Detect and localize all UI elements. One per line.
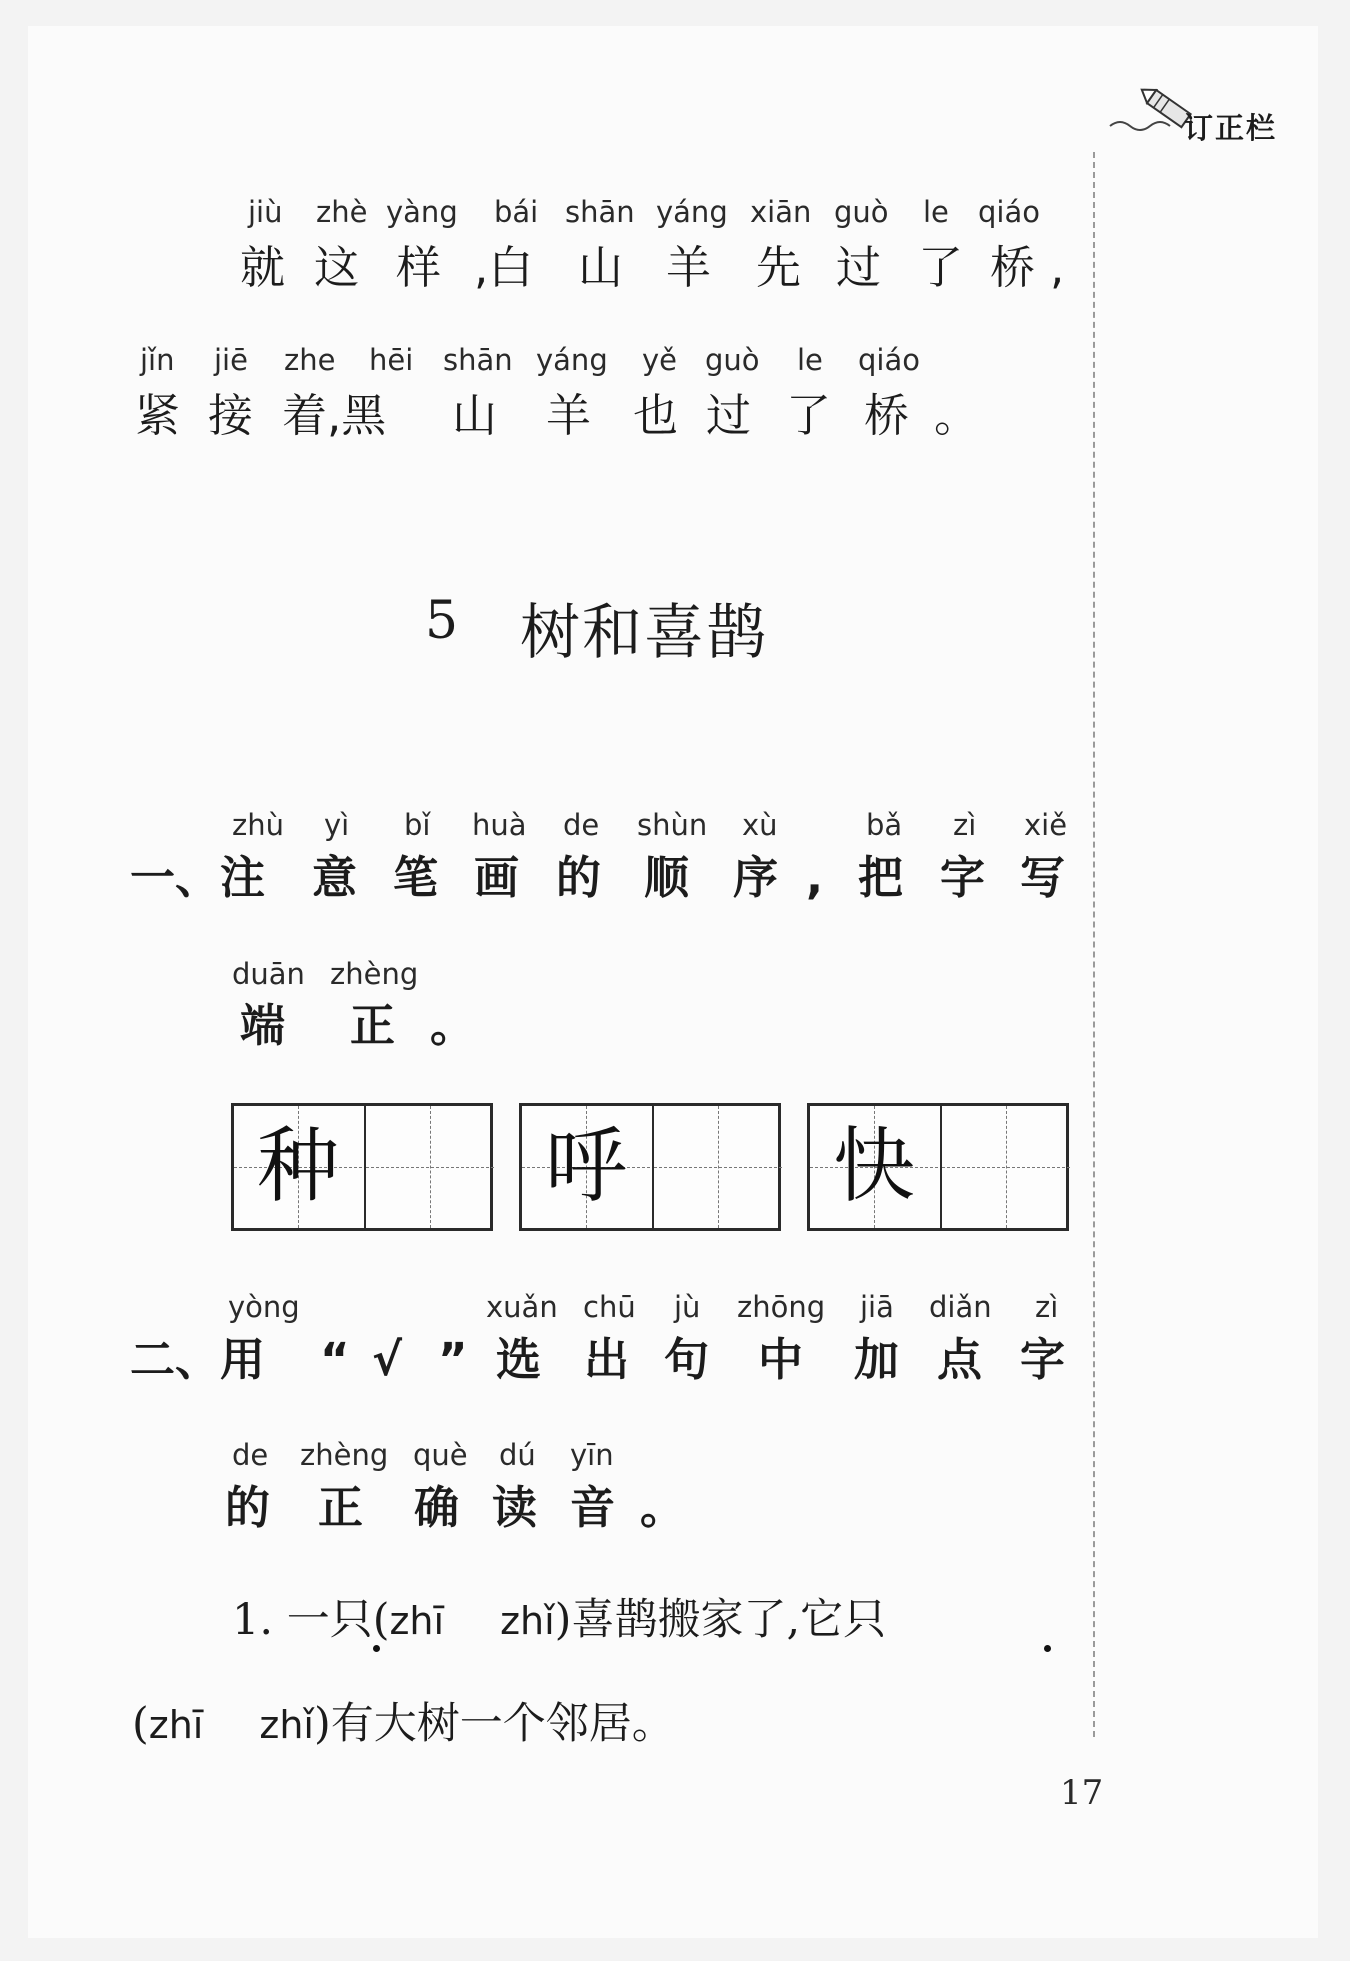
hanzi: 二、用 <box>130 1333 266 1386</box>
pinyin: yáng <box>536 343 608 377</box>
page-number: 17 <box>1060 1773 1104 1813</box>
pinyin: yīn <box>570 1438 614 1472</box>
hanzi: 过 <box>706 389 752 442</box>
hanzi: 就 <box>240 241 286 294</box>
hanzi: 点 <box>937 1333 983 1386</box>
pinyin: yàng <box>386 195 458 229</box>
writing-grid <box>807 1103 1069 1231</box>
hanzi-row <box>0 240 1093 300</box>
option-pinyin[interactable]: zhī <box>389 1599 445 1643</box>
question-text: ( <box>132 1699 149 1749</box>
question-text: )有大树一个邻居。 <box>313 1699 675 1749</box>
model-cell <box>522 1106 650 1228</box>
hanzi: 也 <box>633 389 679 442</box>
hanzi: 。 <box>934 389 980 442</box>
hanzi: 了 <box>786 389 832 442</box>
pinyin: diǎn <box>929 1290 992 1324</box>
hanzi: ” <box>438 1333 468 1386</box>
hanzi: 接 <box>208 389 254 442</box>
pinyin: shùn <box>637 808 708 842</box>
hanzi: 先 <box>756 241 802 294</box>
pinyin: jiā <box>860 1290 894 1324</box>
option-pinyin[interactable]: zhǐ <box>259 1703 314 1747</box>
hanzi: 羊 <box>666 241 712 294</box>
hanzi: 出 <box>584 1333 630 1386</box>
pinyin: bǎ <box>866 808 903 842</box>
pinyin-row <box>0 1438 1093 1474</box>
exercise-2-heading <box>0 1332 1093 1392</box>
hanzi: 的 <box>225 1481 271 1534</box>
hanzi: 顺 <box>644 851 690 904</box>
hanzi: 序 <box>733 851 779 904</box>
writing-grid <box>519 1103 781 1231</box>
question-text: 1. 一只( <box>232 1595 390 1645</box>
exercise-1-heading <box>0 850 1093 910</box>
pinyin: xiān <box>750 195 812 229</box>
correction-column-label: 订正栏 <box>1184 111 1278 145</box>
correction-column-header <box>1108 86 1318 146</box>
hanzi: 过 <box>836 241 882 294</box>
hanzi: 正 <box>318 1481 364 1534</box>
pinyin: huà <box>472 808 527 842</box>
model-character: 快 <box>832 1119 915 1214</box>
check-mark: √ <box>372 1333 403 1386</box>
hanzi: 字 <box>1020 1333 1066 1386</box>
pinyin: shān <box>565 195 635 229</box>
pinyin: bái <box>494 195 539 229</box>
pinyin-row <box>0 808 1093 844</box>
pinyin: zhèng <box>330 957 419 991</box>
pinyin: yì <box>324 808 350 842</box>
hanzi: 。 <box>640 1481 686 1534</box>
hanzi: ,白 <box>474 241 534 294</box>
hanzi: 了 <box>918 241 964 294</box>
hanzi: 写 <box>1020 851 1066 904</box>
hanzi: 选 <box>496 1333 542 1386</box>
pinyin: guò <box>834 195 889 229</box>
pinyin: yáng <box>656 195 728 229</box>
hanzi: “ <box>320 1333 350 1386</box>
hanzi: 。 <box>430 999 476 1052</box>
pinyin: jù <box>674 1290 701 1324</box>
correction-column-divider <box>1093 152 1095 1737</box>
option-pinyin[interactable]: zhǐ <box>500 1599 555 1643</box>
hanzi: 山 <box>452 389 498 442</box>
hanzi: 笔 <box>393 851 439 904</box>
question-text: )喜鹊搬家了,它只 <box>554 1595 887 1645</box>
pinyin: duān <box>232 957 305 991</box>
model-cell <box>810 1106 938 1228</box>
hanzi: , <box>806 851 824 904</box>
pinyin: yòng <box>228 1290 300 1324</box>
model-character: 呼 <box>544 1119 627 1214</box>
pinyin: zhè <box>316 195 368 229</box>
question-1-line-1 <box>232 1586 886 1647</box>
hanzi: 山 <box>578 241 624 294</box>
hanzi: 音 <box>570 1481 616 1534</box>
pinyin: dú <box>499 1438 536 1472</box>
hanzi: 画 <box>474 851 520 904</box>
hanzi: , <box>1050 241 1065 294</box>
emphasis-dot <box>1044 1645 1051 1652</box>
hanzi: 中 <box>758 1333 804 1386</box>
hanzi-row <box>0 998 1093 1058</box>
model-cell <box>234 1106 362 1228</box>
hanzi-row <box>0 388 1093 448</box>
pinyin: xuǎn <box>486 1290 558 1324</box>
hanzi: 的 <box>556 851 602 904</box>
lesson-number: 5 <box>425 591 459 651</box>
pinyin: zì <box>953 808 977 842</box>
pinyin: jiē <box>214 343 248 377</box>
hanzi: 加 <box>854 1333 900 1386</box>
hanzi: 羊 <box>546 389 592 442</box>
hanzi: 一、注 <box>130 851 266 904</box>
pinyin: qiáo <box>978 195 1040 229</box>
pinyin-row <box>0 195 1093 231</box>
hanzi: 端 <box>240 999 286 1052</box>
pinyin: guò <box>705 343 760 377</box>
hanzi-row <box>0 1480 1093 1540</box>
pinyin: xù <box>742 808 778 842</box>
hanzi: 确 <box>414 1481 460 1534</box>
pinyin-row <box>0 343 1093 379</box>
pinyin: bǐ <box>404 808 431 842</box>
hanzi: 样 <box>396 241 442 294</box>
pinyin: de <box>563 808 600 842</box>
pinyin: le <box>797 343 823 377</box>
question-1-line-2 <box>132 1690 675 1751</box>
hanzi: 紧 <box>135 389 181 442</box>
pinyin: què <box>413 1438 468 1472</box>
hanzi: 读 <box>492 1481 538 1534</box>
hanzi: 意 <box>312 851 358 904</box>
pinyin: zì <box>1035 1290 1059 1324</box>
pinyin: yě <box>642 343 678 377</box>
practice-cell[interactable] <box>652 1106 782 1228</box>
hanzi: 桥 <box>990 241 1036 294</box>
model-character: 种 <box>256 1119 339 1214</box>
pinyin: jiù <box>248 195 283 229</box>
pinyin: zhèng <box>300 1438 389 1472</box>
pinyin: xiě <box>1024 808 1068 842</box>
pinyin: qiáo <box>858 343 920 377</box>
practice-cell[interactable] <box>364 1106 494 1228</box>
pinyin: shān <box>443 343 513 377</box>
pinyin: le <box>923 195 949 229</box>
emphasis-dot <box>373 1645 380 1652</box>
hanzi: 句 <box>664 1333 710 1386</box>
hanzi: 桥 <box>864 389 910 442</box>
pinyin: de <box>232 1438 269 1472</box>
hanzi: 这 <box>314 241 360 294</box>
pinyin: chū <box>583 1290 636 1324</box>
hanzi: 字 <box>940 851 986 904</box>
practice-cell[interactable] <box>940 1106 1070 1228</box>
lesson-name: 树和喜鹊 <box>520 598 768 668</box>
pinyin-row <box>0 957 1093 993</box>
hanzi: 着,黑 <box>282 389 387 442</box>
option-pinyin[interactable]: zhī <box>148 1703 204 1747</box>
pinyin: zhe <box>284 343 336 377</box>
writing-grid <box>231 1103 493 1231</box>
pinyin: jǐn <box>140 343 175 377</box>
hanzi: 把 <box>858 851 904 904</box>
pinyin: zhōng <box>737 1290 826 1324</box>
hanzi: 正 <box>350 999 396 1052</box>
pinyin: zhù <box>232 808 284 842</box>
pinyin: hēi <box>369 343 414 377</box>
pinyin-row <box>0 1290 1093 1326</box>
